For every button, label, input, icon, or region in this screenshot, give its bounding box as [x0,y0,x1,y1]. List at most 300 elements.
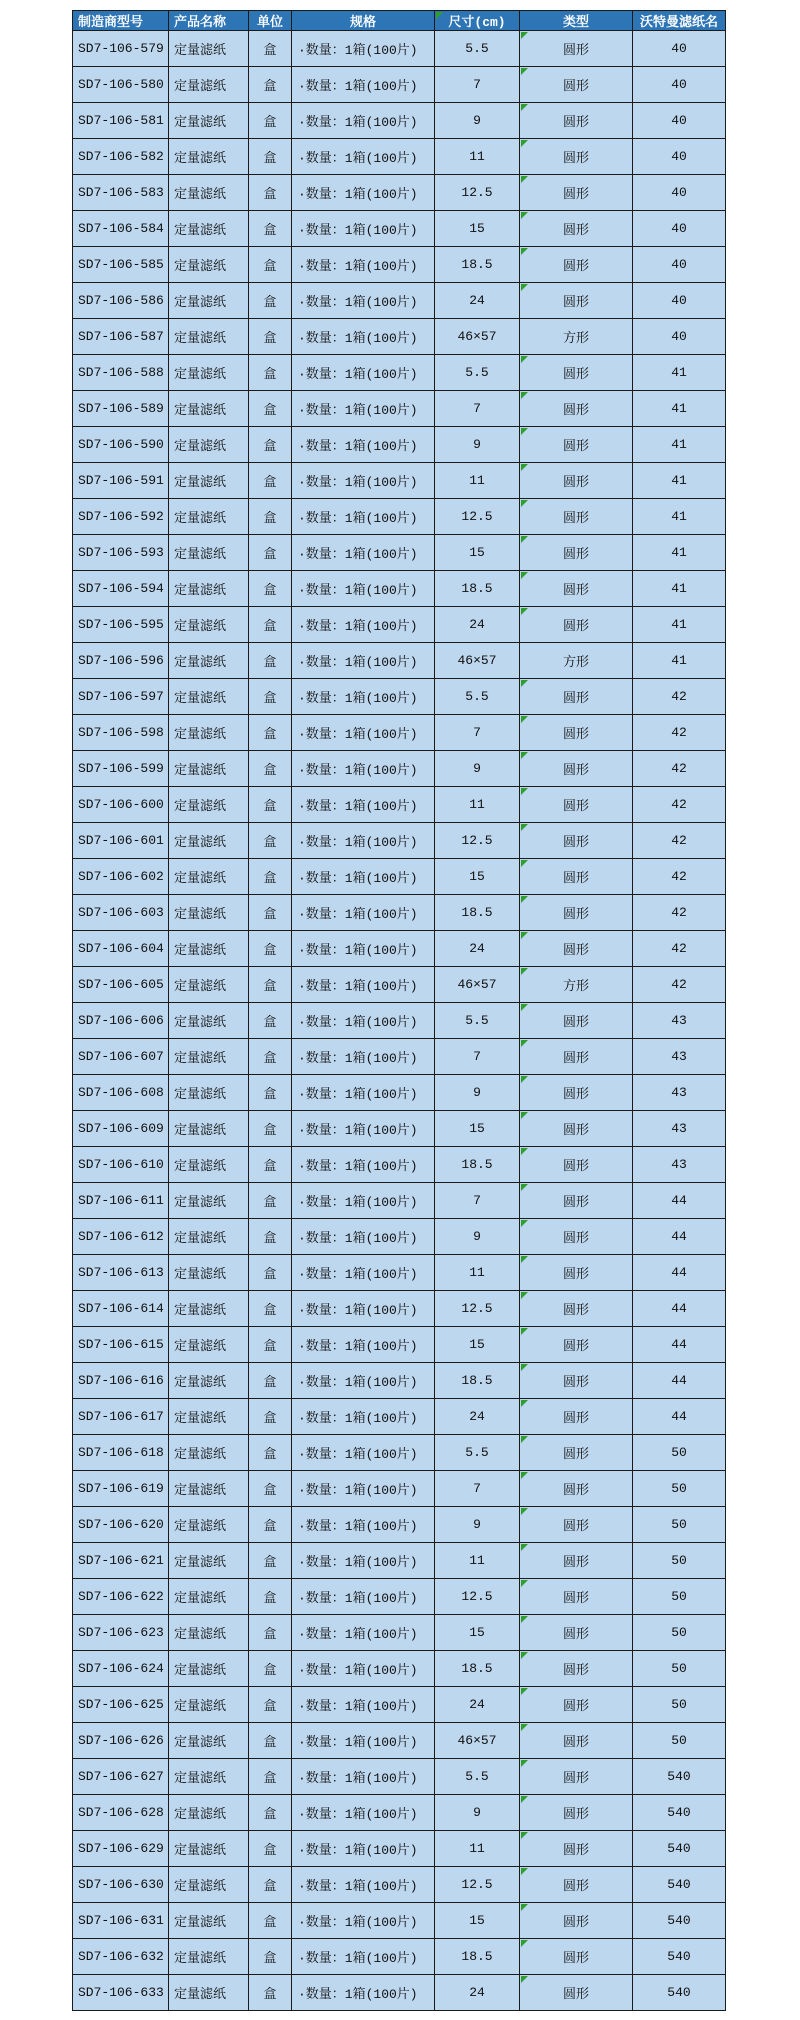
cell-type[interactable]: 圆形 [520,1975,633,2011]
cell-whatman-name[interactable]: 40 [633,247,726,283]
cell-spec[interactable]: ·数量：1箱(100片) [292,1939,435,1975]
cell-unit[interactable]: 盒 [249,499,292,535]
cell-manufacturer-model[interactable]: SD7-106-631 [73,1903,169,1939]
cell-spec[interactable]: ·数量：1箱(100片) [292,1903,435,1939]
cell-product-name[interactable]: 定量滤纸 [169,715,249,751]
cell-type[interactable]: 圆形 [520,535,633,571]
cell-size-cm[interactable]: 46×57 [435,967,520,1003]
cell-spec[interactable]: ·数量：1箱(100片) [292,1723,435,1759]
cell-whatman-name[interactable]: 40 [633,31,726,67]
header-size-cm[interactable]: 尺寸(cm) [435,11,520,31]
cell-manufacturer-model[interactable]: SD7-106-580 [73,67,169,103]
cell-manufacturer-model[interactable]: SD7-106-619 [73,1471,169,1507]
cell-size-cm[interactable]: 18.5 [435,1363,520,1399]
cell-whatman-name[interactable]: 44 [633,1183,726,1219]
cell-spec[interactable]: ·数量：1箱(100片) [292,1867,435,1903]
cell-whatman-name[interactable]: 40 [633,211,726,247]
cell-type[interactable]: 圆形 [520,1471,633,1507]
cell-unit[interactable]: 盒 [249,715,292,751]
cell-whatman-name[interactable]: 42 [633,787,726,823]
cell-spec[interactable]: ·数量：1箱(100片) [292,283,435,319]
cell-whatman-name[interactable]: 540 [633,1795,726,1831]
cell-spec[interactable]: ·数量：1箱(100片) [292,751,435,787]
cell-unit[interactable]: 盒 [249,1867,292,1903]
cell-size-cm[interactable]: 5.5 [435,679,520,715]
cell-type[interactable]: 圆形 [520,175,633,211]
cell-type[interactable]: 圆形 [520,679,633,715]
cell-product-name[interactable]: 定量滤纸 [169,1507,249,1543]
cell-spec[interactable]: ·数量：1箱(100片) [292,1795,435,1831]
cell-size-cm[interactable]: 18.5 [435,247,520,283]
cell-manufacturer-model[interactable]: SD7-106-586 [73,283,169,319]
cell-spec[interactable]: ·数量：1箱(100片) [292,859,435,895]
cell-size-cm[interactable]: 7 [435,1183,520,1219]
cell-product-name[interactable]: 定量滤纸 [169,1147,249,1183]
cell-product-name[interactable]: 定量滤纸 [169,1075,249,1111]
cell-spec[interactable]: ·数量：1箱(100片) [292,1363,435,1399]
cell-type[interactable]: 圆形 [520,895,633,931]
cell-manufacturer-model[interactable]: SD7-106-622 [73,1579,169,1615]
cell-manufacturer-model[interactable]: SD7-106-614 [73,1291,169,1327]
cell-spec[interactable]: ·数量：1箱(100片) [292,1543,435,1579]
cell-size-cm[interactable]: 11 [435,1831,520,1867]
cell-unit[interactable]: 盒 [249,1939,292,1975]
cell-manufacturer-model[interactable]: SD7-106-585 [73,247,169,283]
cell-unit[interactable]: 盒 [249,1399,292,1435]
cell-size-cm[interactable]: 12.5 [435,823,520,859]
cell-unit[interactable]: 盒 [249,1435,292,1471]
cell-unit[interactable]: 盒 [249,679,292,715]
cell-product-name[interactable]: 定量滤纸 [169,319,249,355]
cell-size-cm[interactable]: 15 [435,1327,520,1363]
cell-type[interactable]: 圆形 [520,1111,633,1147]
cell-type[interactable]: 圆形 [520,1651,633,1687]
cell-unit[interactable]: 盒 [249,211,292,247]
cell-size-cm[interactable]: 15 [435,211,520,247]
cell-product-name[interactable]: 定量滤纸 [169,1327,249,1363]
cell-type[interactable]: 圆形 [520,751,633,787]
cell-unit[interactable]: 盒 [249,139,292,175]
cell-type[interactable]: 圆形 [520,427,633,463]
cell-product-name[interactable]: 定量滤纸 [169,1867,249,1903]
cell-whatman-name[interactable]: 42 [633,895,726,931]
cell-whatman-name[interactable]: 540 [633,1831,726,1867]
cell-unit[interactable]: 盒 [249,1975,292,2011]
cell-product-name[interactable]: 定量滤纸 [169,1651,249,1687]
cell-unit[interactable]: 盒 [249,859,292,895]
cell-whatman-name[interactable]: 43 [633,1147,726,1183]
cell-whatman-name[interactable]: 42 [633,859,726,895]
cell-whatman-name[interactable]: 40 [633,139,726,175]
cell-size-cm[interactable]: 24 [435,1975,520,2011]
cell-product-name[interactable]: 定量滤纸 [169,391,249,427]
header-whatman-name[interactable]: 沃特曼滤纸名 [633,11,726,31]
cell-whatman-name[interactable]: 540 [633,1867,726,1903]
cell-size-cm[interactable]: 9 [435,1507,520,1543]
cell-unit[interactable]: 盒 [249,1327,292,1363]
cell-manufacturer-model[interactable]: SD7-106-598 [73,715,169,751]
cell-size-cm[interactable]: 18.5 [435,895,520,931]
cell-manufacturer-model[interactable]: SD7-106-633 [73,1975,169,2011]
cell-type[interactable]: 方形 [520,643,633,679]
cell-size-cm[interactable]: 7 [435,1471,520,1507]
cell-size-cm[interactable]: 11 [435,139,520,175]
cell-manufacturer-model[interactable]: SD7-106-612 [73,1219,169,1255]
cell-spec[interactable]: ·数量：1箱(100片) [292,1435,435,1471]
cell-product-name[interactable]: 定量滤纸 [169,427,249,463]
cell-manufacturer-model[interactable]: SD7-106-595 [73,607,169,643]
cell-product-name[interactable]: 定量滤纸 [169,247,249,283]
cell-product-name[interactable]: 定量滤纸 [169,1399,249,1435]
header-spec[interactable]: 规格 [292,11,435,31]
cell-spec[interactable]: ·数量：1箱(100片) [292,787,435,823]
cell-spec[interactable]: ·数量：1箱(100片) [292,319,435,355]
cell-whatman-name[interactable]: 42 [633,751,726,787]
cell-spec[interactable]: ·数量：1箱(100片) [292,1831,435,1867]
cell-size-cm[interactable]: 7 [435,67,520,103]
cell-spec[interactable]: ·数量：1箱(100片) [292,31,435,67]
cell-size-cm[interactable]: 46×57 [435,643,520,679]
cell-spec[interactable]: ·数量：1箱(100片) [292,355,435,391]
cell-manufacturer-model[interactable]: SD7-106-625 [73,1687,169,1723]
cell-spec[interactable]: ·数量：1箱(100片) [292,1147,435,1183]
cell-whatman-name[interactable]: 540 [633,1939,726,1975]
cell-manufacturer-model[interactable]: SD7-106-626 [73,1723,169,1759]
cell-manufacturer-model[interactable]: SD7-106-624 [73,1651,169,1687]
cell-whatman-name[interactable]: 43 [633,1039,726,1075]
cell-type[interactable]: 圆形 [520,1543,633,1579]
cell-spec[interactable]: ·数量：1箱(100片) [292,715,435,751]
cell-unit[interactable]: 盒 [249,319,292,355]
cell-size-cm[interactable]: 9 [435,1795,520,1831]
cell-unit[interactable]: 盒 [249,1831,292,1867]
cell-type[interactable]: 圆形 [520,1147,633,1183]
cell-product-name[interactable]: 定量滤纸 [169,535,249,571]
cell-spec[interactable]: ·数量：1箱(100片) [292,607,435,643]
cell-manufacturer-model[interactable]: SD7-106-581 [73,103,169,139]
cell-manufacturer-model[interactable]: SD7-106-589 [73,391,169,427]
cell-unit[interactable]: 盒 [249,1903,292,1939]
cell-size-cm[interactable]: 46×57 [435,319,520,355]
cell-manufacturer-model[interactable]: SD7-106-601 [73,823,169,859]
cell-product-name[interactable]: 定量滤纸 [169,1759,249,1795]
cell-manufacturer-model[interactable]: SD7-106-617 [73,1399,169,1435]
cell-spec[interactable]: ·数量：1箱(100片) [292,1615,435,1651]
cell-unit[interactable]: 盒 [249,283,292,319]
cell-manufacturer-model[interactable]: SD7-106-583 [73,175,169,211]
cell-product-name[interactable]: 定量滤纸 [169,967,249,1003]
cell-whatman-name[interactable]: 42 [633,823,726,859]
cell-spec[interactable]: ·数量：1箱(100片) [292,1687,435,1723]
cell-whatman-name[interactable]: 41 [633,571,726,607]
cell-unit[interactable]: 盒 [249,1615,292,1651]
cell-product-name[interactable]: 定量滤纸 [169,1219,249,1255]
cell-product-name[interactable]: 定量滤纸 [169,1471,249,1507]
cell-product-name[interactable]: 定量滤纸 [169,175,249,211]
cell-product-name[interactable]: 定量滤纸 [169,1795,249,1831]
cell-product-name[interactable]: 定量滤纸 [169,1975,249,2011]
cell-type[interactable]: 圆形 [520,1183,633,1219]
cell-type[interactable]: 圆形 [520,103,633,139]
cell-unit[interactable]: 盒 [249,1363,292,1399]
cell-whatman-name[interactable]: 50 [633,1543,726,1579]
cell-type[interactable]: 圆形 [520,1687,633,1723]
cell-spec[interactable]: ·数量：1箱(100片) [292,103,435,139]
cell-size-cm[interactable]: 9 [435,1219,520,1255]
cell-unit[interactable]: 盒 [249,31,292,67]
cell-type[interactable]: 圆形 [520,1363,633,1399]
cell-type[interactable]: 方形 [520,319,633,355]
cell-manufacturer-model[interactable]: SD7-106-590 [73,427,169,463]
cell-type[interactable]: 方形 [520,967,633,1003]
cell-whatman-name[interactable]: 44 [633,1327,726,1363]
cell-unit[interactable]: 盒 [249,1183,292,1219]
cell-type[interactable]: 圆形 [520,1939,633,1975]
cell-unit[interactable]: 盒 [249,571,292,607]
cell-manufacturer-model[interactable]: SD7-106-599 [73,751,169,787]
header-product-name[interactable]: 产品名称 [169,11,249,31]
cell-whatman-name[interactable]: 43 [633,1111,726,1147]
cell-spec[interactable]: ·数量：1箱(100片) [292,1255,435,1291]
cell-whatman-name[interactable]: 44 [633,1219,726,1255]
cell-whatman-name[interactable]: 42 [633,679,726,715]
cell-type[interactable]: 圆形 [520,1255,633,1291]
cell-type[interactable]: 圆形 [520,1759,633,1795]
cell-whatman-name[interactable]: 43 [633,1003,726,1039]
cell-type[interactable]: 圆形 [520,1003,633,1039]
cell-product-name[interactable]: 定量滤纸 [169,1903,249,1939]
cell-product-name[interactable]: 定量滤纸 [169,859,249,895]
cell-spec[interactable]: ·数量：1箱(100片) [292,247,435,283]
cell-unit[interactable]: 盒 [249,1543,292,1579]
cell-type[interactable]: 圆形 [520,355,633,391]
cell-unit[interactable]: 盒 [249,1075,292,1111]
cell-product-name[interactable]: 定量滤纸 [169,607,249,643]
cell-unit[interactable]: 盒 [249,1507,292,1543]
cell-product-name[interactable]: 定量滤纸 [169,1255,249,1291]
cell-spec[interactable]: ·数量：1箱(100片) [292,1111,435,1147]
cell-unit[interactable]: 盒 [249,103,292,139]
cell-unit[interactable]: 盒 [249,463,292,499]
cell-type[interactable]: 圆形 [520,139,633,175]
cell-size-cm[interactable]: 24 [435,1687,520,1723]
cell-product-name[interactable]: 定量滤纸 [169,1111,249,1147]
cell-type[interactable]: 圆形 [520,715,633,751]
cell-spec[interactable]: ·数量：1箱(100片) [292,679,435,715]
cell-spec[interactable]: ·数量：1箱(100片) [292,1219,435,1255]
cell-unit[interactable]: 盒 [249,895,292,931]
cell-whatman-name[interactable]: 50 [633,1507,726,1543]
cell-unit[interactable]: 盒 [249,427,292,463]
cell-product-name[interactable]: 定量滤纸 [169,1183,249,1219]
cell-manufacturer-model[interactable]: SD7-106-602 [73,859,169,895]
cell-manufacturer-model[interactable]: SD7-106-607 [73,1039,169,1075]
cell-manufacturer-model[interactable]: SD7-106-593 [73,535,169,571]
cell-product-name[interactable]: 定量滤纸 [169,499,249,535]
cell-manufacturer-model[interactable]: SD7-106-611 [73,1183,169,1219]
cell-product-name[interactable]: 定量滤纸 [169,823,249,859]
cell-unit[interactable]: 盒 [249,643,292,679]
cell-manufacturer-model[interactable]: SD7-106-597 [73,679,169,715]
cell-unit[interactable]: 盒 [249,175,292,211]
cell-whatman-name[interactable]: 50 [633,1687,726,1723]
cell-size-cm[interactable]: 15 [435,1903,520,1939]
cell-size-cm[interactable]: 12.5 [435,1579,520,1615]
cell-type[interactable]: 圆形 [520,607,633,643]
cell-unit[interactable]: 盒 [249,1759,292,1795]
cell-product-name[interactable]: 定量滤纸 [169,283,249,319]
cell-size-cm[interactable]: 24 [435,283,520,319]
cell-size-cm[interactable]: 15 [435,859,520,895]
cell-type[interactable]: 圆形 [520,211,633,247]
cell-product-name[interactable]: 定量滤纸 [169,1543,249,1579]
cell-whatman-name[interactable]: 42 [633,931,726,967]
cell-product-name[interactable]: 定量滤纸 [169,895,249,931]
cell-type[interactable]: 圆形 [520,391,633,427]
cell-unit[interactable]: 盒 [249,1579,292,1615]
cell-whatman-name[interactable]: 40 [633,103,726,139]
cell-unit[interactable]: 盒 [249,247,292,283]
cell-product-name[interactable]: 定量滤纸 [169,1615,249,1651]
cell-type[interactable]: 圆形 [520,1075,633,1111]
cell-size-cm[interactable]: 9 [435,1075,520,1111]
cell-spec[interactable]: ·数量：1箱(100片) [292,535,435,571]
cell-size-cm[interactable]: 7 [435,391,520,427]
cell-manufacturer-model[interactable]: SD7-106-618 [73,1435,169,1471]
cell-type[interactable]: 圆形 [520,787,633,823]
cell-unit[interactable]: 盒 [249,1219,292,1255]
cell-product-name[interactable]: 定量滤纸 [169,1291,249,1327]
cell-type[interactable]: 圆形 [520,1831,633,1867]
cell-product-name[interactable]: 定量滤纸 [169,103,249,139]
cell-whatman-name[interactable]: 540 [633,1975,726,2011]
cell-type[interactable]: 圆形 [520,247,633,283]
cell-spec[interactable]: ·数量：1箱(100片) [292,463,435,499]
cell-product-name[interactable]: 定量滤纸 [169,211,249,247]
header-manufacturer-model[interactable]: 制造商型号 [73,11,169,31]
cell-product-name[interactable]: 定量滤纸 [169,1435,249,1471]
cell-manufacturer-model[interactable]: SD7-106-629 [73,1831,169,1867]
cell-size-cm[interactable]: 11 [435,787,520,823]
cell-size-cm[interactable]: 5.5 [435,1003,520,1039]
header-unit[interactable]: 单位 [249,11,292,31]
cell-unit[interactable]: 盒 [249,535,292,571]
cell-type[interactable]: 圆形 [520,283,633,319]
cell-spec[interactable]: ·数量：1箱(100片) [292,643,435,679]
cell-manufacturer-model[interactable]: SD7-106-616 [73,1363,169,1399]
cell-unit[interactable]: 盒 [249,67,292,103]
cell-size-cm[interactable]: 24 [435,607,520,643]
cell-spec[interactable]: ·数量：1箱(100片) [292,931,435,967]
cell-size-cm[interactable]: 7 [435,715,520,751]
cell-whatman-name[interactable]: 50 [633,1615,726,1651]
cell-spec[interactable]: ·数量：1箱(100片) [292,823,435,859]
cell-type[interactable]: 圆形 [520,67,633,103]
cell-unit[interactable]: 盒 [249,1111,292,1147]
cell-manufacturer-model[interactable]: SD7-106-603 [73,895,169,931]
cell-whatman-name[interactable]: 41 [633,643,726,679]
cell-size-cm[interactable]: 12.5 [435,1291,520,1327]
cell-spec[interactable]: ·数量：1箱(100片) [292,1003,435,1039]
cell-product-name[interactable]: 定量滤纸 [169,139,249,175]
cell-whatman-name[interactable]: 41 [633,607,726,643]
cell-unit[interactable]: 盒 [249,607,292,643]
cell-spec[interactable]: ·数量：1箱(100片) [292,139,435,175]
cell-type[interactable]: 圆形 [520,1507,633,1543]
cell-size-cm[interactable]: 11 [435,1543,520,1579]
cell-manufacturer-model[interactable]: SD7-106-615 [73,1327,169,1363]
header-type[interactable]: 类型 [520,11,633,31]
cell-type[interactable]: 圆形 [520,1327,633,1363]
cell-unit[interactable]: 盒 [249,1651,292,1687]
cell-whatman-name[interactable]: 44 [633,1255,726,1291]
cell-manufacturer-model[interactable]: SD7-106-628 [73,1795,169,1831]
cell-size-cm[interactable]: 11 [435,1255,520,1291]
cell-whatman-name[interactable]: 40 [633,175,726,211]
cell-unit[interactable]: 盒 [249,967,292,1003]
cell-spec[interactable]: ·数量：1箱(100片) [292,1471,435,1507]
cell-spec[interactable]: ·数量：1箱(100片) [292,1975,435,2011]
cell-type[interactable]: 圆形 [520,571,633,607]
cell-product-name[interactable]: 定量滤纸 [169,31,249,67]
cell-manufacturer-model[interactable]: SD7-106-621 [73,1543,169,1579]
cell-whatman-name[interactable]: 540 [633,1903,726,1939]
cell-size-cm[interactable]: 18.5 [435,1651,520,1687]
cell-manufacturer-model[interactable]: SD7-106-591 [73,463,169,499]
cell-whatman-name[interactable]: 42 [633,967,726,1003]
cell-product-name[interactable]: 定量滤纸 [169,1687,249,1723]
cell-spec[interactable]: ·数量：1箱(100片) [292,1651,435,1687]
cell-whatman-name[interactable]: 44 [633,1399,726,1435]
cell-manufacturer-model[interactable]: SD7-106-594 [73,571,169,607]
cell-size-cm[interactable]: 12.5 [435,175,520,211]
cell-whatman-name[interactable]: 40 [633,283,726,319]
cell-manufacturer-model[interactable]: SD7-106-592 [73,499,169,535]
cell-whatman-name[interactable]: 40 [633,67,726,103]
cell-spec[interactable]: ·数量：1箱(100片) [292,571,435,607]
cell-product-name[interactable]: 定量滤纸 [169,1939,249,1975]
cell-spec[interactable]: ·数量：1箱(100片) [292,427,435,463]
cell-spec[interactable]: ·数量：1箱(100片) [292,1075,435,1111]
cell-unit[interactable]: 盒 [249,787,292,823]
cell-size-cm[interactable]: 18.5 [435,1939,520,1975]
cell-manufacturer-model[interactable]: SD7-106-606 [73,1003,169,1039]
cell-size-cm[interactable]: 18.5 [435,571,520,607]
cell-spec[interactable]: ·数量：1箱(100片) [292,499,435,535]
cell-unit[interactable]: 盒 [249,391,292,427]
cell-manufacturer-model[interactable]: SD7-106-604 [73,931,169,967]
cell-product-name[interactable]: 定量滤纸 [169,1723,249,1759]
cell-unit[interactable]: 盒 [249,823,292,859]
cell-spec[interactable]: ·数量：1箱(100片) [292,1507,435,1543]
cell-type[interactable]: 圆形 [520,1435,633,1471]
cell-whatman-name[interactable]: 41 [633,463,726,499]
cell-spec[interactable]: ·数量：1箱(100片) [292,391,435,427]
cell-product-name[interactable]: 定量滤纸 [169,463,249,499]
cell-unit[interactable]: 盒 [249,1255,292,1291]
cell-manufacturer-model[interactable]: SD7-106-630 [73,1867,169,1903]
cell-whatman-name[interactable]: 44 [633,1291,726,1327]
cell-type[interactable]: 圆形 [520,1579,633,1615]
cell-product-name[interactable]: 定量滤纸 [169,1831,249,1867]
cell-spec[interactable]: ·数量：1箱(100片) [292,1759,435,1795]
cell-spec[interactable]: ·数量：1箱(100片) [292,1327,435,1363]
cell-whatman-name[interactable]: 42 [633,715,726,751]
cell-type[interactable]: 圆形 [520,859,633,895]
cell-type[interactable]: 圆形 [520,1903,633,1939]
cell-size-cm[interactable]: 5.5 [435,1759,520,1795]
cell-spec[interactable]: ·数量：1箱(100片) [292,895,435,931]
